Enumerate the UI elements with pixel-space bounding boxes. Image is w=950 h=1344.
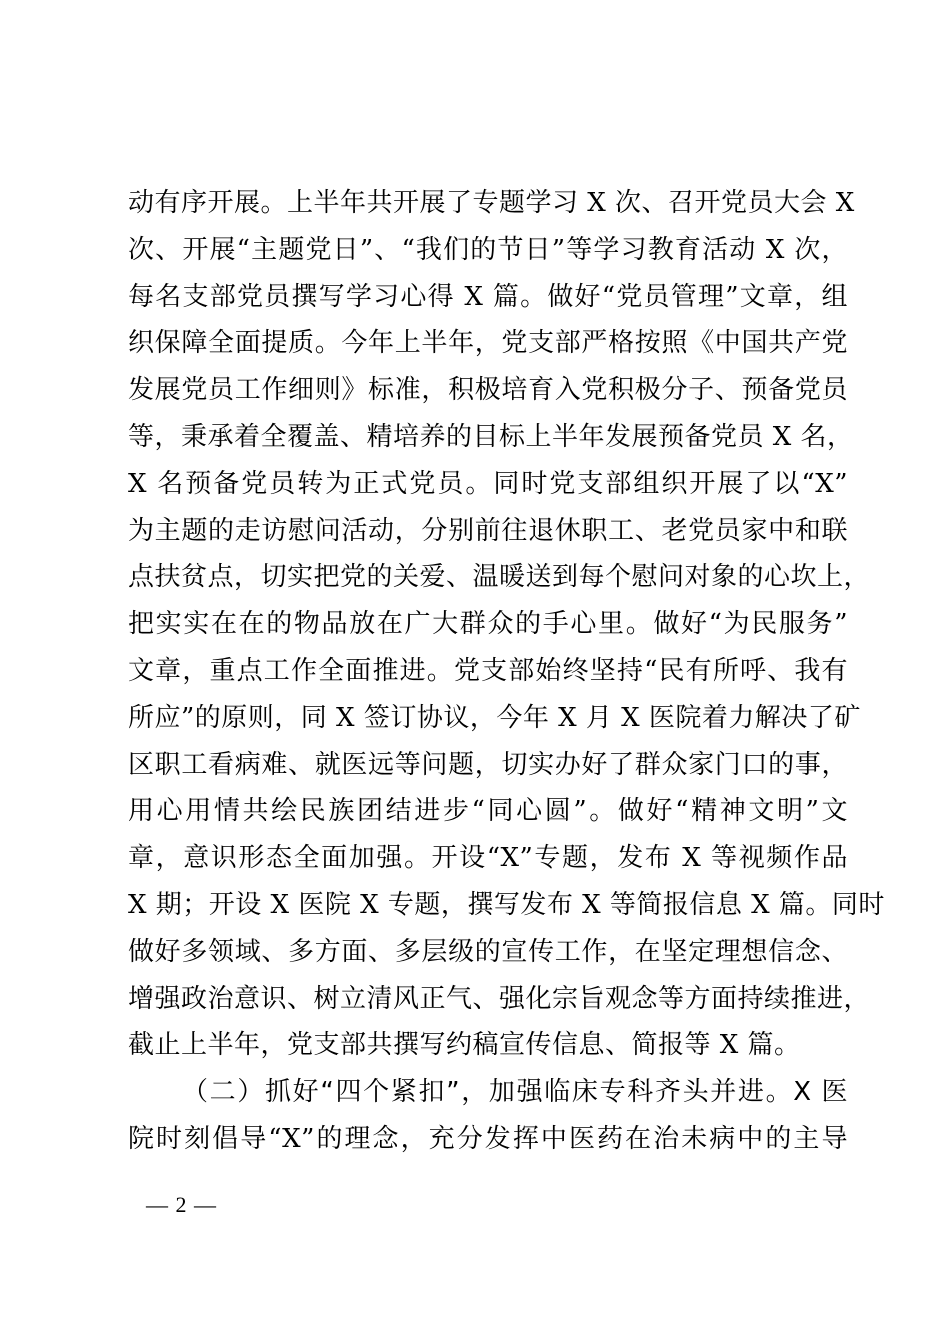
text-line: 增强政治意识、树立清风正气、强化宗旨观念等方面持续推进，	[128, 983, 871, 1014]
text-line: 动有序开展。上半年共开展了专题学习 X 次、召开党员大会 X	[128, 188, 855, 218]
text-line: 织保障全面提质。今年上半年，党支部严格按照《中国共产党	[128, 328, 848, 359]
text-line: 为主题的走访慰问活动，分别前往退休职工、老党员家中和联	[128, 515, 848, 546]
text-line: 章，意识形态全面加强。开设“X”专题，发布 X 等视频作品	[128, 843, 848, 874]
text-line: 用心用情共绘民族团结进步“同心圆”。做好“精神文明”文	[128, 796, 848, 827]
text-line: 每名支部党员撰写学习心得 X 篇。做好“党员管理”文章，组	[128, 281, 848, 312]
text-line: X 名预备党员转为正式党员。同时党支部组织开展了以“X”	[128, 468, 848, 499]
text-line: X 期；开设 X 医院 X 专题，撰写发布 X 等简报信息 X 篇。同时	[128, 889, 885, 920]
text-line: 把实实在在的物品放在广大群众的手心里。做好“为民服务”	[128, 609, 848, 640]
section-heading: （二）抓好“四个紧扣”，加强临床专科齐头并进。X 医	[182, 1077, 848, 1108]
text-line: 做好多领域、多方面、多层级的宣传工作，在坚定理想信念、	[128, 936, 848, 967]
text-line: 院时刻倡导“X”的理念，充分发挥中医药在治未病中的主导	[128, 1123, 848, 1154]
text-line: 文章，重点工作全面推进。党支部始终坚持“民有所呼、我有	[128, 655, 848, 686]
page-number: — 2 —	[146, 1192, 217, 1217]
text-line: 等，秉承着全覆盖、精培养的目标上半年发展预备党员 X 名，	[128, 421, 854, 452]
text-line: 次、开展“主题党日”、“我们的节日”等学习教育活动 X 次，	[128, 234, 848, 265]
body-text	[128, 180, 885, 1163]
text-line: 所应”的原则，同 X 签订协议，今年 X 月 X 医院着力解决了矿	[128, 702, 861, 733]
text-line: 截止上半年，党支部共撰写约稿宣传信息、简报等 X 篇。	[128, 1030, 801, 1061]
text-line: 点扶贫点，切实把党的关爱、温暖送到每个慰问对象的心坎上，	[128, 562, 871, 593]
text-line: 发展党员工作细则》标准，积极培育入党积极分子、预备党员	[128, 375, 848, 406]
text-line: 区职工看病难、就医远等问题，切实办好了群众家门口的事，	[128, 749, 848, 780]
